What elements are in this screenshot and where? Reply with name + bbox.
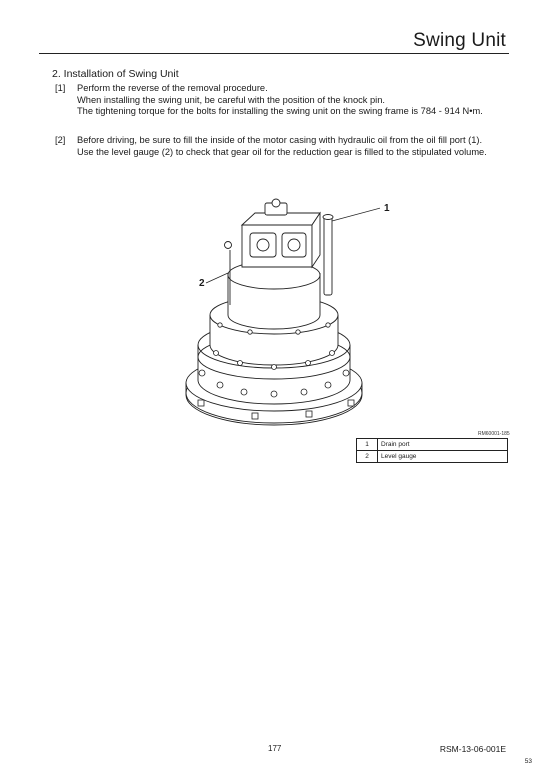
- step-line: Before driving, be sure to fill the inside of the motor casing with hydraulic oil from the oil fill port (1).: [77, 135, 483, 145]
- legend-table: [356, 438, 508, 463]
- callout-1: 1: [384, 203, 390, 214]
- title-rule: [39, 53, 509, 54]
- section-heading: 2. Installation of Swing Unit: [52, 68, 179, 80]
- page-title: Swing Unit: [413, 30, 506, 51]
- step-number: [1]: [55, 83, 66, 93]
- step-body: [77, 135, 510, 158]
- legend-number: 1: [357, 439, 378, 451]
- legend-label: Drain port: [378, 439, 508, 451]
- callout-2: 2: [199, 278, 205, 289]
- step-line: Use the level gauge (2) to check that gear oil for the reduction gear is filled to the stipulated volume.: [77, 146, 487, 157]
- footer-document-code: RSM-13-06-001E: [439, 744, 506, 754]
- table-row: [357, 451, 508, 463]
- step-number: [2]: [55, 135, 66, 145]
- table-row: [357, 439, 508, 451]
- step-line: When installing the swing unit, be careful with the position of the knock pin.: [77, 94, 386, 105]
- figure-code: RM60001-185: [478, 431, 510, 437]
- step-line: The tightening torque for the bolts for installing the swing unit on the swing frame is 784 - 914 N•m.: [77, 106, 483, 116]
- step-1: [55, 83, 510, 118]
- footer-page-number: 177: [268, 744, 282, 753]
- step-line: Perform the reverse of the removal procedure.: [77, 83, 268, 93]
- drain-port-pipe: [324, 217, 332, 295]
- legend-number: 2: [357, 451, 378, 463]
- legend-label: Level gauge: [378, 451, 508, 463]
- step-body: [77, 83, 510, 118]
- step-2: [55, 135, 510, 158]
- swing-unit-illustration: [180, 195, 380, 430]
- footer-sheet-number: 53: [524, 758, 532, 765]
